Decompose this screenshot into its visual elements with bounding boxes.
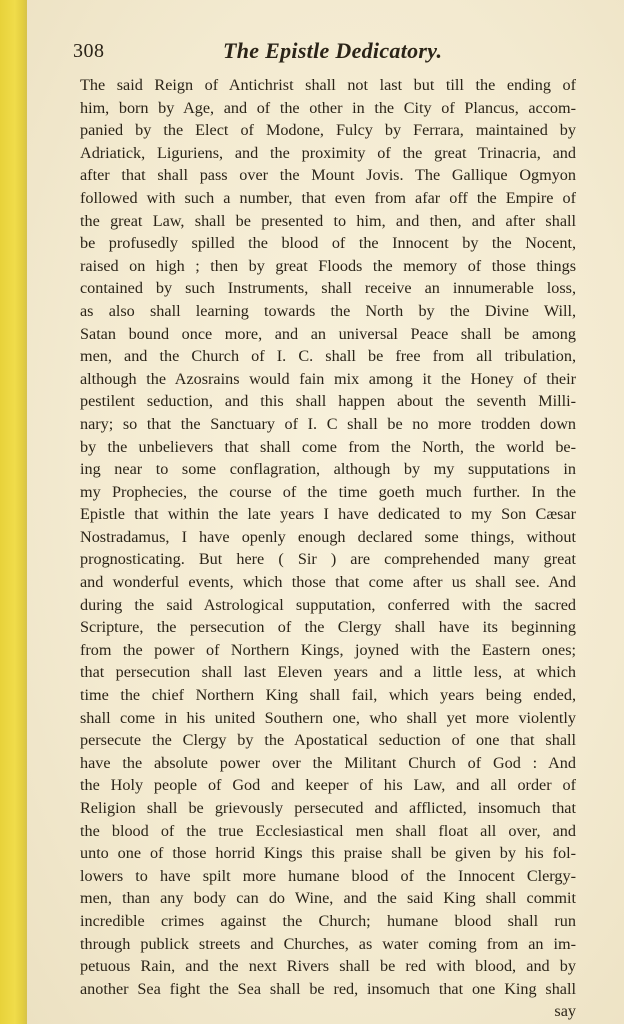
text-line: Nostradamus, I have openly enough declared some things, without	[80, 527, 576, 546]
text-line: through publick streets and Churches, as water coming from an im-	[80, 934, 576, 953]
text-line: as also shall learning towards the North by the Divine Will,	[80, 301, 576, 320]
text-line: by the unbelievers that shall come from the North, the world be-	[80, 437, 576, 456]
text-line: shall come in his united Southern one, who shall yet more violently	[80, 708, 576, 727]
catchword: say	[554, 1002, 576, 1021]
text-line: my Prophecies, the course of the time goeth much further. In the	[80, 482, 576, 501]
text-line: men, than any body can do Wine, and the said King shall commit	[80, 889, 576, 908]
text-line: during the said Astrological supputation, conferred with the sacred	[80, 595, 576, 614]
text-line: Satan bound once more, and an universal Peace shall be among	[80, 324, 576, 343]
text-line: be profusedly spilled the blood of the Innocent by the Nocent,	[80, 234, 576, 253]
book-spine-edge	[0, 0, 27, 1024]
text-line: have the absolute power over the Militant Church of God : And	[80, 753, 576, 772]
text-line: time the chief Northern King shall fail, which years being ended,	[80, 686, 576, 705]
text-line: the blood of the true Ecclesiastical men shall float all over, and	[80, 821, 576, 840]
text-line: nary; so that the Sanctuary of I. C shall be no more trodden down	[80, 414, 576, 433]
body-text	[80, 74, 576, 1023]
text-line: another Sea fight the Sea shall be red, insomuch that one King shall	[80, 979, 576, 998]
page-number: 308	[73, 40, 105, 62]
text-line: lowers to have spilt more humane blood of the Innocent Clergy-	[80, 866, 576, 885]
text-line: men, and the Church of I. C. shall be free from all tribulation,	[80, 347, 576, 366]
text-line: The said Reign of Antichrist shall not last but till the ending of	[80, 76, 576, 94]
running-title: The Epistle Dedicatory.	[223, 38, 443, 63]
text-line: panied by the Elect of Modone, Fulcy by Ferrara, maintained by	[80, 121, 576, 140]
text-line: the great Law, shall be presented to him, and then, and after shall	[80, 211, 576, 230]
text-line: Epistle that within the late years I have dedicated to my Son Cæsar	[80, 505, 576, 524]
text-line: although the Azosrains would fain mix among it the Honey of their	[80, 369, 576, 388]
text-line: prognosticating. But here ( Sir ) are comprehended many great	[80, 550, 576, 569]
text-line: Adriatick, Liguriens, and the proximity of the great Trinacria, and	[80, 143, 576, 162]
text-line: unto one of those horrid Kings this praise shall be given by his fol-	[80, 844, 576, 863]
text-line: incredible crimes against the Church; humane blood shall run	[80, 911, 576, 930]
text-line: followed with such a number, that even from afar off the Empire of	[80, 188, 576, 207]
text-line: Religion shall be grievously persecuted and afflicted, insomuch that	[80, 799, 576, 817]
text-line: after that shall pass over the Mount Jovis. The Gallique Ogmyon	[80, 166, 576, 185]
text-line: persecute the Clergy by the Apostatical seduction of one that shall	[80, 731, 576, 750]
text-line: him, born by Age, and of the other in the City of Plancus, accom-	[80, 98, 576, 117]
text-line: pestilent seduction, and this shall happen about the seventh Milli-	[80, 392, 576, 411]
text-line: that persecution shall last Eleven years and a little less, at which	[80, 663, 576, 682]
text-line: and wonderful events, which those that come after us shall see. And	[80, 573, 576, 592]
text-line: Scripture, the persecution of the Clergy shall have its beginning	[80, 618, 576, 637]
text-line: raised on high ; then by great Floods the memory of those things	[80, 256, 576, 275]
text-line: the Holy people of God and keeper of his Law, and all order of	[80, 776, 576, 795]
text-line: petuous Rain, and the next Rivers shall be red with blood, and by	[80, 957, 576, 976]
page-header	[73, 40, 573, 70]
text-line: from the power of Northern Kings, joyned with the Eastern ones;	[80, 640, 576, 659]
text-line: contained by such Instruments, shall receive an innumerable loss,	[80, 279, 576, 298]
text-line: ing near to some conflagration, although by my supputations in	[80, 460, 576, 479]
